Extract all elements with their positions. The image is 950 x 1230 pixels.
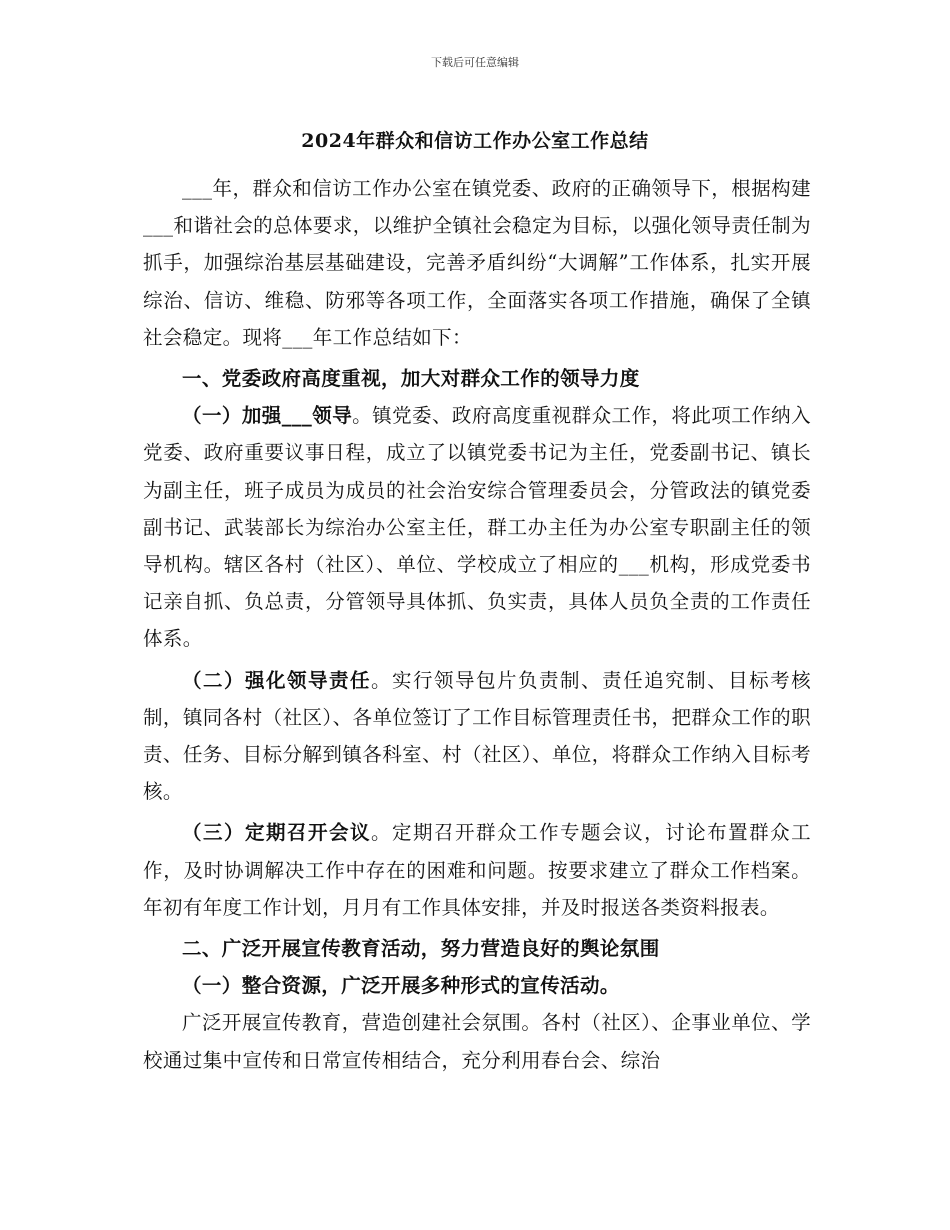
paragraph-lead: （二）强化领导责任 (182, 668, 372, 692)
header-note: 下载后可任意编辑 (431, 56, 519, 69)
document-title: 2024年群众和信访工作办公室工作总结 (301, 130, 649, 152)
paragraph-lead: （三）定期召开会议 (182, 821, 372, 845)
section-1-paragraph-1 (143, 397, 811, 657)
section-2-paragraph-1: 广泛开展宣传教育，营造创建社会氛围。各村（社区）、企事业单位、学校通过集中宣传和日常宣传相结合，充分利用春台会、综治 (143, 1011, 811, 1072)
section-2-subheading-1: （一）整合资源，广泛开展多种形式的宣传活动。 (182, 974, 620, 998)
paragraph-text: 。镇党委、政府高度重视群众工作，将此项工作纳入党委、政府重要议事日程，成立了以镇党委书记为主任，党委副书记、镇长为副主任，班子成员为成员的社会治安综合管理委员会，分管政法的镇党委副书记、武装部长为综治办公室主任，群工办主任为办公室专职副主任的领导机构。辖区各村（社区）、单位、学校成立了相应的___机构，形成党委书记亲自抓、负总责，分管领导具体抓、负实责，具体人员负全责的工作责任体系。 (143, 404, 811, 651)
intro-paragraph: ___年，群众和信访工作办公室在镇党委、政府的正确领导下，根据构建___和谐社会的总体要求，以维护全镇社会稳定为目标，以强化领导责任制为抓手，加强综治基层基础建设，完善矛盾纠纷“大调解”工作体系，扎实开展综治、信访、维稳、防邪等各项工作，全面落实各项工作措施，确保了全镇社会稳定。现将___年工作总结如下： (143, 177, 811, 349)
section-2-heading: 二、广泛开展宣传教育活动，努力营造良好的舆论氛围 (182, 937, 660, 961)
paragraph-text: 。实行领导包片负责制、责任追究制、目标考核制，镇同各村（社区）、各单位签订了工作目标管理责任书，把群众工作的职责、任务、目标分解到镇各科室、村（社区）、单位，将群众工作纳入目标考核。 (143, 668, 811, 804)
paragraph-lead: （一）加强___领导 (182, 404, 353, 428)
section-1-heading: 一、党委政府高度重视，加大对群众工作的领导力度 (182, 367, 640, 391)
section-1-paragraph-3 (143, 814, 811, 926)
paragraph-text: 。定期召开群众工作专题会议，讨论布置群众工作，及时协调解决工作中存在的困难和问题。按要求建立了群众工作档案。年初有年度工作计划，月月有工作具体安排，并及时报送各类资料报表。 (143, 821, 811, 919)
section-1-paragraph-2 (143, 662, 811, 811)
document-body (143, 170, 811, 1079)
